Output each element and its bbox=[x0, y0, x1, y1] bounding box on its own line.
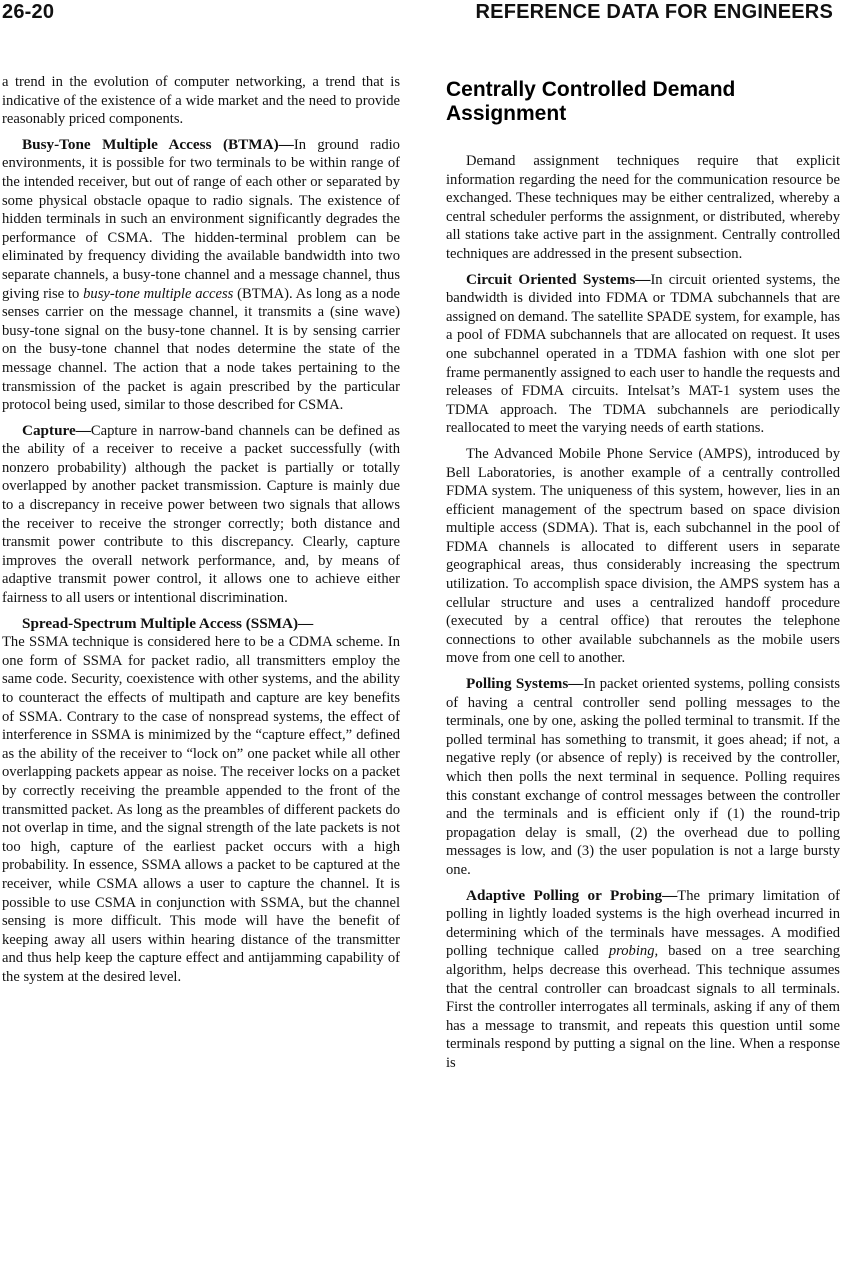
polling-text: In packet oriented systems, polling consists of having a central controller send polling messages to the terminals, one by one, asking the polled terminal to transmit. If the polled terminal has something to transmit, it goes ahead; if not, a negative reply (or absence of reply) is received by the controller, which then polls the next terminal in sequence. Polling requires this constant exchange of control messages between the controller and the terminals and is efficient only if (1) the round-trip propagation delay is small, (2) the overhead due to polling messages is low, and (3) the user population is not a large bursty one. bbox=[446, 676, 840, 878]
polling-paragraph bbox=[446, 675, 840, 880]
adaptive-paragraph bbox=[446, 887, 840, 1073]
demand-intro-paragraph bbox=[446, 152, 840, 264]
page-number: 26-20 bbox=[2, 1, 55, 23]
amps-paragraph bbox=[446, 445, 840, 668]
capture-title: Capture— bbox=[22, 421, 91, 439]
circuit-text: In circuit oriented systems, the bandwidth is divided into FDMA or TDMA subchannels that are assigned on demand. The satellite SPADE system, for example, has a pool of FDMA subchannels that are allocated on request. It uses one subchannel operated in a TDMA fashion with one slot per frame permanently assigned to each user to handle the requests and releases of FDMA circuits. Intelsat’s MAT-1 system uses the TDMA approach. The TDMA subchannels are periodically reallocated to meet the varying needs of earth stations. bbox=[446, 271, 840, 437]
adaptive-text-after: based on a tree searching algorithm, helps decrease this overhead. This technique assumes that the central controller can broadcast signals to all terminals. First the controller interrogates all terminals, asking if any of them has a message to transmit, and repeats this question until some terminals respond by putting a signal on the line. When a response is bbox=[446, 943, 841, 1071]
btma-term: busy-tone multiple access bbox=[83, 285, 234, 302]
btma-title: Busy-Tone Multiple Access (BTMA)— bbox=[22, 135, 294, 153]
btma-paragraph bbox=[2, 136, 400, 415]
capture-text: Capture in narrow-band channels can be defined as the ability of a receiver to receive a packet successfully (with nonzero probability) although the packet is partially or totally overlapped by another packet transmission. Capture is mainly due to a discrepancy in receive power between two signals that allows the receiver to receive the stronger correctly; both distance and transmit power contribute to this discrepancy. Clearly, capture improves the overall network performance, and, by means of adaptive transmit power control, it allows one to achieve either fairness to all users or intentional discrimination. bbox=[2, 422, 400, 607]
ssma-title: Spread-Spectrum Multiple Access (SSMA)— bbox=[22, 614, 314, 632]
ssma-text: The SSMA technique is considered here to be a CDMA scheme. In one form of SSMA for packet radio, all transmitters employ the same code. Security, coexistence with other systems, and the ability to counteract the effects of multipath and capture are key benefits of SSMA. Contrary to the case of nonspread systems, the effect of interference in SSMA is minimized by the “capture effect,” defined as the ability of the receiver to “lock on” one packet while all other overlapping packets appear as noise. The receiver locks on a packet by correctly receiving the preamble appended to the front of the transmitted packet. As long as the preambles of different packets do not overlap in time, and the signal strength of the late packets is not too high, capture of the earliest packet occurs with a high probability. In essence, SSMA allows a packet to be captured at the receiver, while CSMA allows a user to capture the channel. It is possible to use CSMA in conjunction with SSMA, but the channel sensing is more difficult. This mode will have the benefit of keeping away all users within hearing distance of the transmitter and thus help keep the capture effect and antijamming capability of the system at the desired level. bbox=[2, 634, 400, 985]
running-title: REFERENCE DATA FOR ENGINEERS bbox=[475, 1, 833, 23]
btma-text-after: (BTMA). As long as a node senses carrier on the message channel, it transmits a (sine wave) busy-tone signal on the busy-tone channel. It is by sensing carrier on the busy-tone channel that nodes determine the state of the message channel. The action that a node takes pertaining to the transmission of the packet is again prescribed by the particular protocol being used, similar to those described for CSMA. bbox=[2, 285, 400, 414]
adaptive-term: probing, bbox=[608, 943, 659, 960]
ssma-paragraph bbox=[2, 633, 400, 986]
btma-text-before: In ground radio environments, it is possible for two terminals to be within range of the intended receiver, but out of range of each other or separated by some physical obstacle opaque to radio signals. The existence of hidden terminals in such an environment significantly degrades the performance of CSMA. The hidden-terminal problem can be eliminated by frequency dividing the available bandwidth into two separate channels, a busy-tone channel and a message channel, thus giving rise to bbox=[2, 136, 400, 302]
adaptive-title: Adaptive Polling or Probing— bbox=[466, 886, 678, 904]
intro-paragraph bbox=[2, 73, 400, 129]
polling-title: Polling Systems— bbox=[466, 675, 584, 693]
circuit-title: Circuit Oriented Systems— bbox=[466, 270, 651, 288]
page-header bbox=[0, 0, 847, 32]
circuit-paragraph bbox=[446, 271, 840, 438]
adaptive-text-before: The primary limitation of polling in lightly loaded systems is the high overhead incurred in determining which of the terminals have messages. A modified polling technique called bbox=[446, 887, 840, 960]
demand-intro-text: Demand assignment techniques require that explicit information regarding the need for the communication resource be exchanged. These techniques may be either centralized, whereby a central scheduler performs the assignment, or distributed, whereby all stations take active part in the assignment. Centrally controlled techniques are addressed in the present subsection. bbox=[446, 153, 840, 262]
section-heading: Centrally Controlled Demand Assignment bbox=[446, 78, 736, 125]
amps-text: The Advanced Mobile Phone Service (AMPS), introduced by Bell Laboratories, is another example of a centrally controlled FDMA system. The uniqueness of this system, however, lies in an efficient management of the spectrum based on space division multiple access (SDMA). That is, each subchannel in the pool of FDMA channels is allocated to different users in separate geographical areas, thus considerably increasing the spectrum utilization. To accomplish space division, the AMPS system has a cellular structure and uses a centralized handoff procedure (executed by a central office) that reroutes the telephone connections to other available subchannels as the mobile users move from one cell to another. bbox=[446, 445, 840, 667]
intro-text: a trend in the evolution of computer networking, a trend that is indicative of the existence of a wide market and the need to provide reasonably priced components. bbox=[2, 74, 400, 128]
left-column bbox=[2, 73, 400, 994]
right-column bbox=[446, 78, 840, 1080]
capture-paragraph bbox=[2, 422, 400, 608]
